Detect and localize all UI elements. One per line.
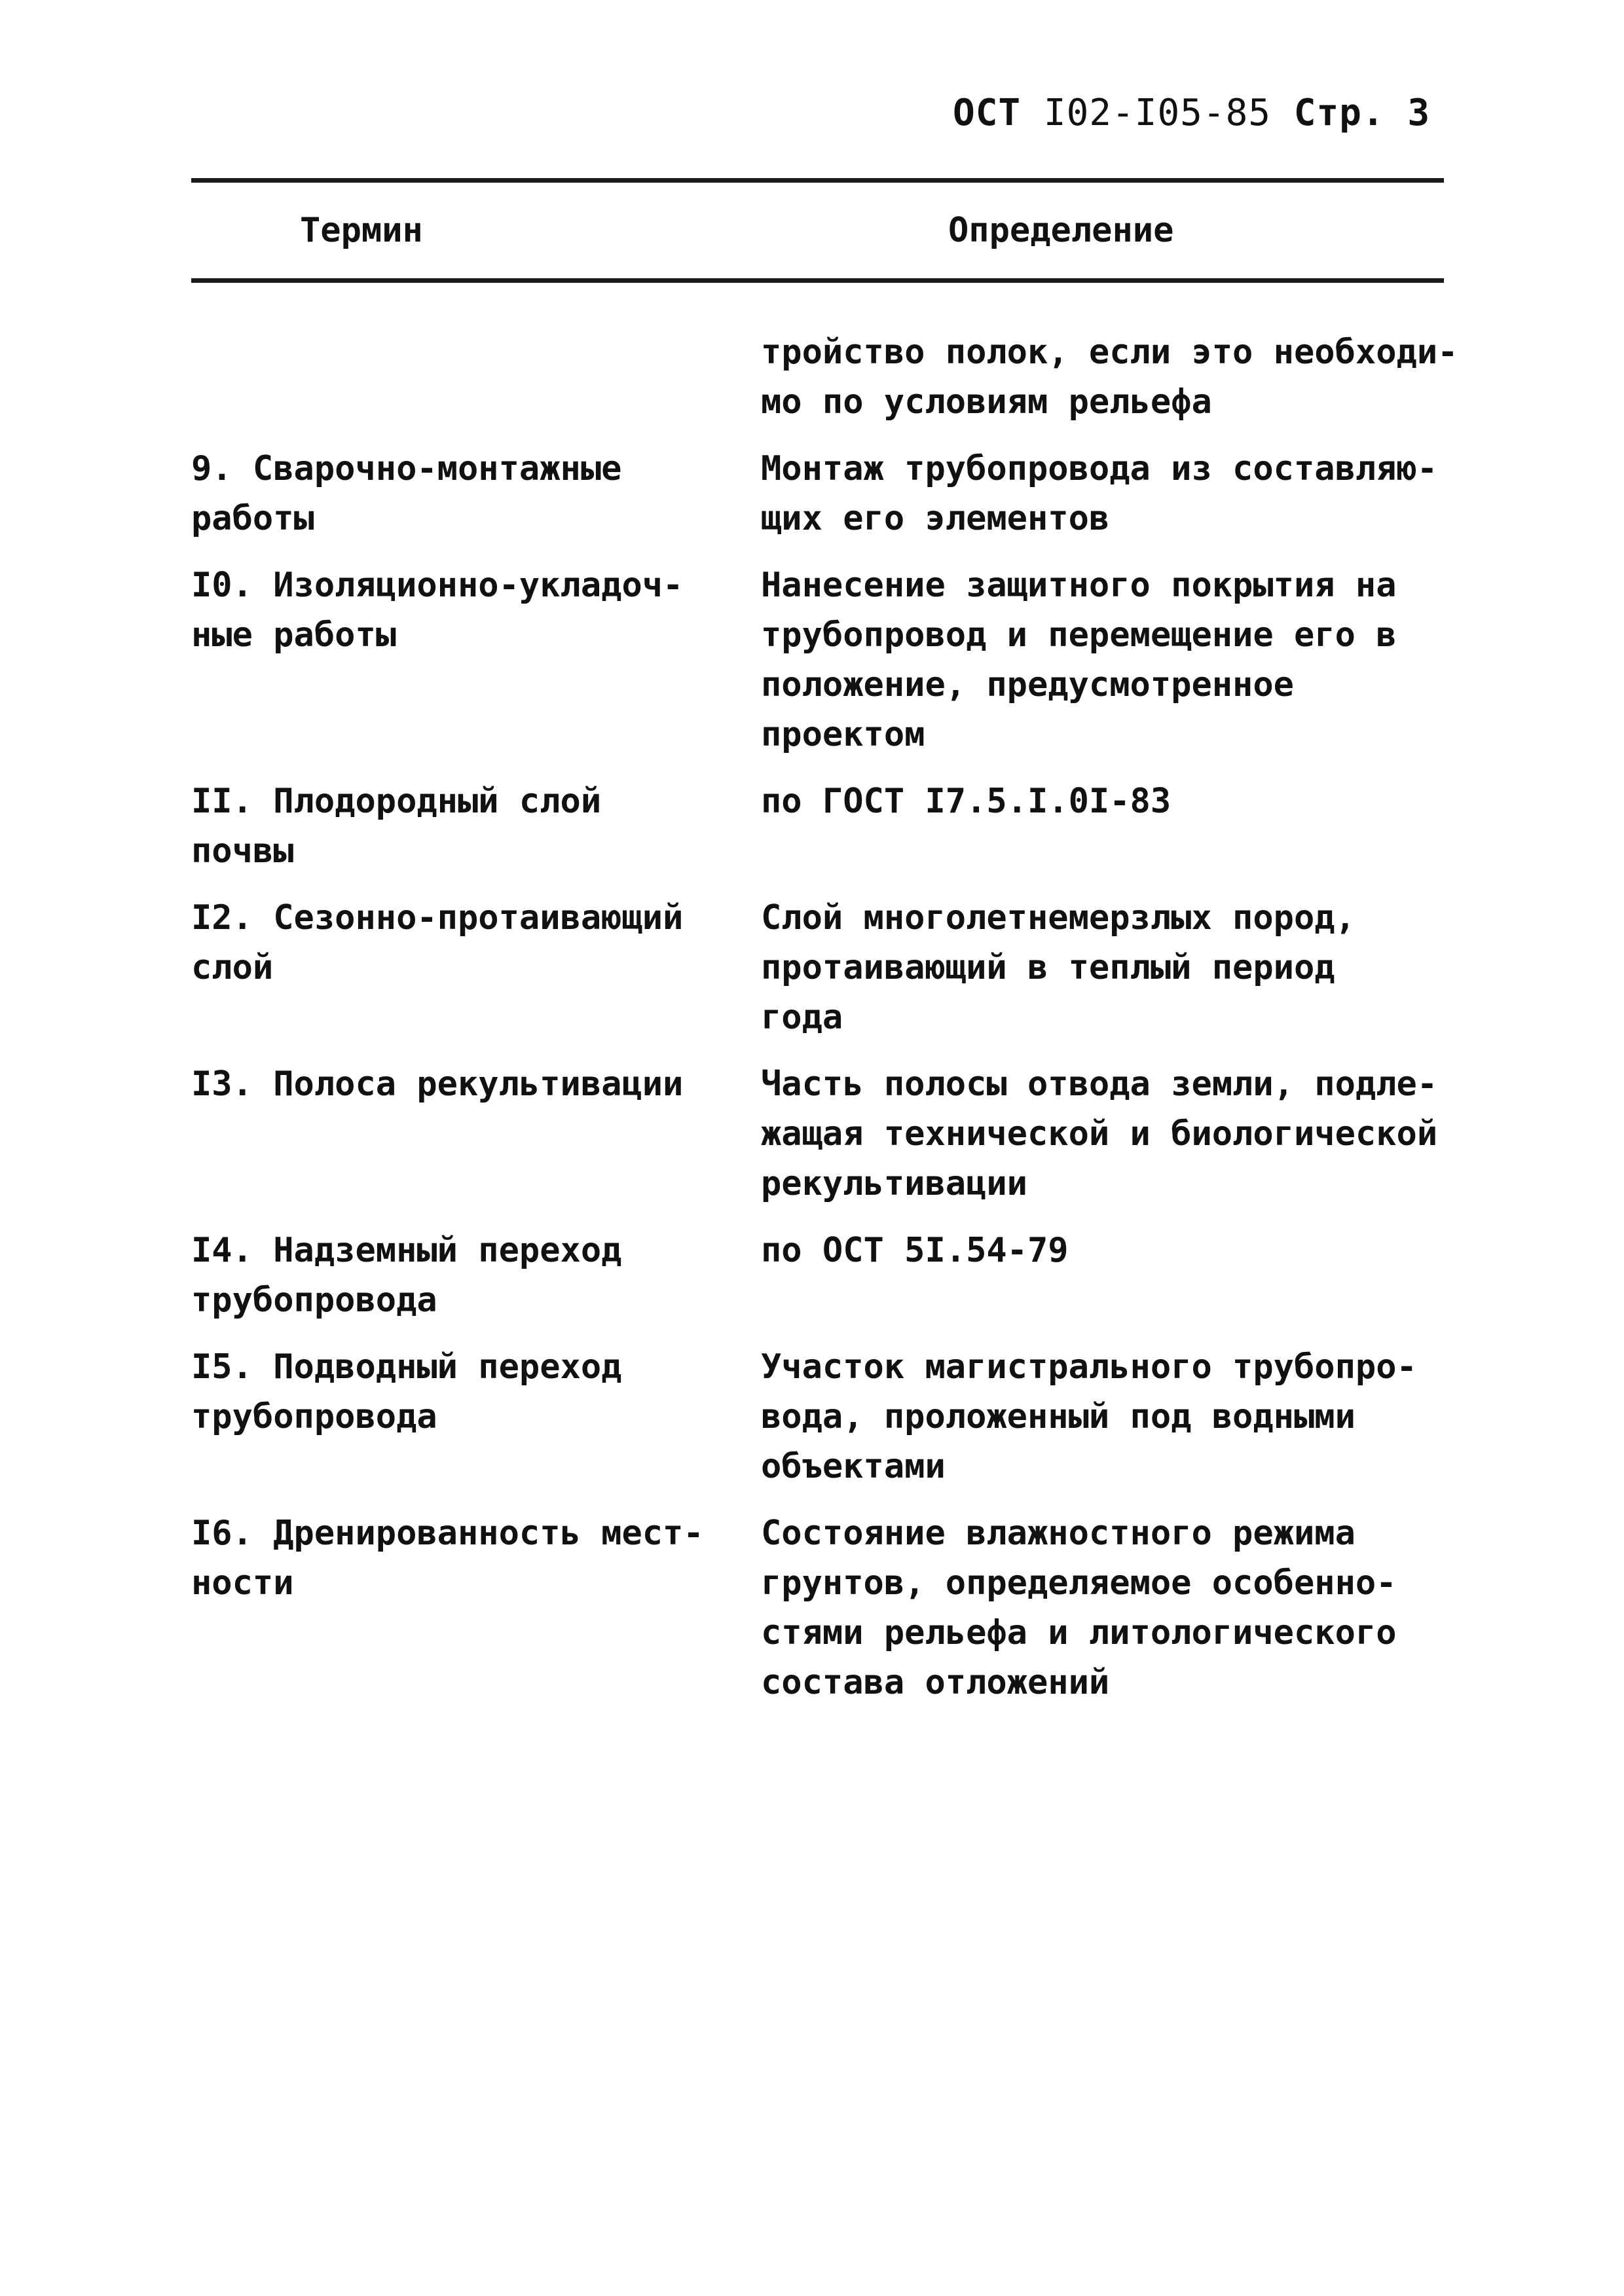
table-row [191, 1226, 1468, 1325]
term-cell: I5. Подводный переход трубопровода [191, 1347, 622, 1436]
table-row [191, 327, 1468, 427]
table-row [191, 1508, 1468, 1707]
table-header-rule [191, 278, 1444, 283]
term-cell: I6. Дренированность мест- ности [191, 1514, 704, 1603]
table-row [191, 1059, 1468, 1209]
definition-cell: Часть полосы отвода земли, подле- жащая технической и биологической рекультивации [761, 1065, 1438, 1203]
table-row [191, 560, 1468, 759]
table-row [191, 776, 1468, 876]
terms-table [191, 327, 1468, 1724]
term-cell: I0. Изоляционно-укладоч- ные работы [191, 566, 684, 655]
definition-cell: тройство полок, если это необходи- мо по условиям рельефа [761, 333, 1458, 422]
term-cell [191, 327, 761, 328]
term-cell: I3. Полоса рекультивации [191, 1065, 684, 1104]
page-number: Стр. 3 [1293, 92, 1431, 134]
table-row [191, 893, 1468, 1042]
definition-cell: Монтаж трубопровода из составляю- щих его элементов [761, 449, 1438, 538]
term-cell: 9. Сварочно-монтажные работы [191, 449, 622, 538]
term-cell: II. Плодородный слой почвы [191, 782, 602, 871]
definition-cell: Состояние влажностного режима грунтов, определяемое особенно- стями рельефа и литологического состава отложений [761, 1514, 1397, 1702]
table-row [191, 444, 1468, 543]
column-header-term: Термин [300, 211, 423, 250]
definition-cell: по ГОСТ I7.5.I.0I-83 [761, 782, 1172, 821]
term-cell: I4. Надземный переход трубопровода [191, 1231, 622, 1320]
standard-prefix: ОСТ [953, 92, 1022, 134]
column-header-definition: Определение [948, 211, 1174, 250]
page-header [953, 92, 1430, 134]
table-row [191, 1342, 1468, 1491]
table-top-rule [191, 178, 1444, 183]
definition-cell: Нанесение защитного покрытия на трубопровод и перемещение его в положение, предусмотренное проектом [761, 566, 1397, 754]
term-cell: I2. Сезонно-протаивающий слой [191, 898, 684, 987]
definition-cell: Слой многолетнемерзлых пород, протаивающий в теплый период года [761, 898, 1356, 1037]
definition-cell: Участок магистрального трубопро- вода, проложенный под водными объектами [761, 1347, 1417, 1486]
standard-number: I02-I05-85 [1043, 92, 1272, 134]
definition-cell: по ОСТ 5I.54-79 [761, 1231, 1069, 1270]
